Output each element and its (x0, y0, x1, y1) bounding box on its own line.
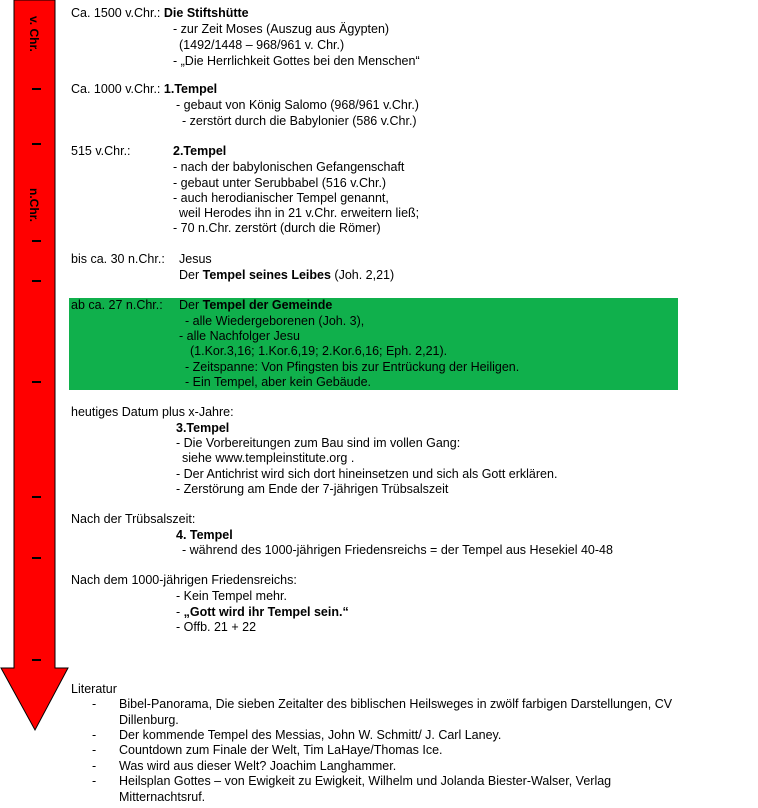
literature-heading: Literatur (71, 682, 117, 696)
stiftshuette-line-1: - zur Zeit Moses (Auszug aus Ägypten) (173, 22, 390, 36)
jesus-date: bis ca. 30 n.Chr.: (71, 252, 165, 266)
stiftshuette-date: Ca. 1500 v.Chr.: Die Stiftshütte (71, 6, 249, 20)
tempel2-line-1: - nach der babylonischen Gefangenschaft (173, 160, 405, 174)
tempel1-line-2: - zerstört durch die Babylonier (586 v.Chr.) (182, 114, 417, 128)
tempel2-line-4: weil Herodes ihn in 21 v.Chr. erweitern ließ; (179, 206, 420, 220)
gemeinde-line-5: - Ein Tempel, aber kein Gebäude. (185, 375, 371, 389)
tempel4-title: 4. Tempel (176, 528, 233, 542)
tempel2-date: 515 v.Chr.: (71, 144, 131, 158)
tempel3-date: heutiges Datum plus x-Jahre: (71, 405, 234, 419)
tempel2-title: 2.Tempel (173, 144, 227, 158)
timeline-arrow (0, 0, 70, 735)
stiftshuette-line-2: (1492/1448 – 968/961 v. Chr.) (179, 38, 345, 52)
tempel1-date: Ca. 1000 v.Chr.: 1.Tempel (71, 82, 218, 96)
gemeinde-line-4: - Zeitspanne: Von Pfingsten bis zur Entrückung der Heiligen. (185, 360, 520, 374)
gemeinde-date: ab ca. 27 n.Chr.: (71, 298, 163, 312)
jesus-line: Der Tempel seines Leibes (Joh. 2,21) (179, 268, 395, 282)
gemeinde-line-1: - alle Wiedergeborenen (Joh. 3), (185, 314, 365, 328)
timeline-label-ad: n.Chr. (27, 188, 41, 223)
tempel3-line-2: siehe www.templeinstitute.org . (182, 451, 355, 465)
gemeinde-line-2: - alle Nachfolger Jesu (179, 329, 300, 343)
tempel2-line-3: - auch herodianischer Tempel genannt, (173, 191, 389, 205)
stiftshuette-line-3: - „Die Herrlichkeit Gottes bei den Menschen“ (173, 54, 420, 68)
tempel1-line-1: - gebaut von König Salomo (968/961 v.Chr.) (176, 98, 419, 112)
tempel3-title: 3.Tempel (176, 421, 230, 435)
timeline-label-bc: v. Chr. (27, 16, 41, 52)
stiftshuette-title: Die Stiftshütte (163, 6, 249, 20)
tempel4-date: Nach der Trübsalszeit: (71, 512, 196, 526)
gemeinde-title: Der Tempel der Gemeinde (179, 298, 333, 312)
kein-tempel-line-1: - Kein Tempel mehr. (176, 589, 287, 603)
kein-tempel-line-3: - Offb. 21 + 22 (176, 620, 257, 634)
gemeinde-line-3: (1.Kor.3,16; 1.Kor.6,19; 2.Kor.6,16; Eph. 2,21). (190, 344, 448, 358)
jesus-title: Jesus (179, 252, 212, 266)
kein-tempel-date: Nach dem 1000-jährigen Friedensreichs: (71, 573, 297, 587)
tempel1-title: 1.Tempel (163, 82, 218, 96)
tempel2-line-2: - gebaut unter Serubbabel (516 v.Chr.) (173, 176, 387, 190)
tempel3-line-1: - Die Vorbereitungen zum Bau sind im vollen Gang: (176, 436, 461, 450)
tempel3-line-3: - Der Antichrist wird sich dort hineinsetzen und sich als Gott erklären. (176, 467, 558, 481)
tempel4-line-1: - während des 1000-jährigen Friedensreichs = der Tempel aus Hesekiel 40-48 (182, 543, 613, 557)
tempel2-line-5: - 70 n.Chr. zerstört (durch die Römer) (173, 221, 381, 235)
tempel3-line-4: - Zerstörung am Ende der 7-jährigen Trübsalszeit (176, 482, 449, 496)
kein-tempel-line-2: - „Gott wird ihr Tempel sein.“ (176, 605, 349, 619)
